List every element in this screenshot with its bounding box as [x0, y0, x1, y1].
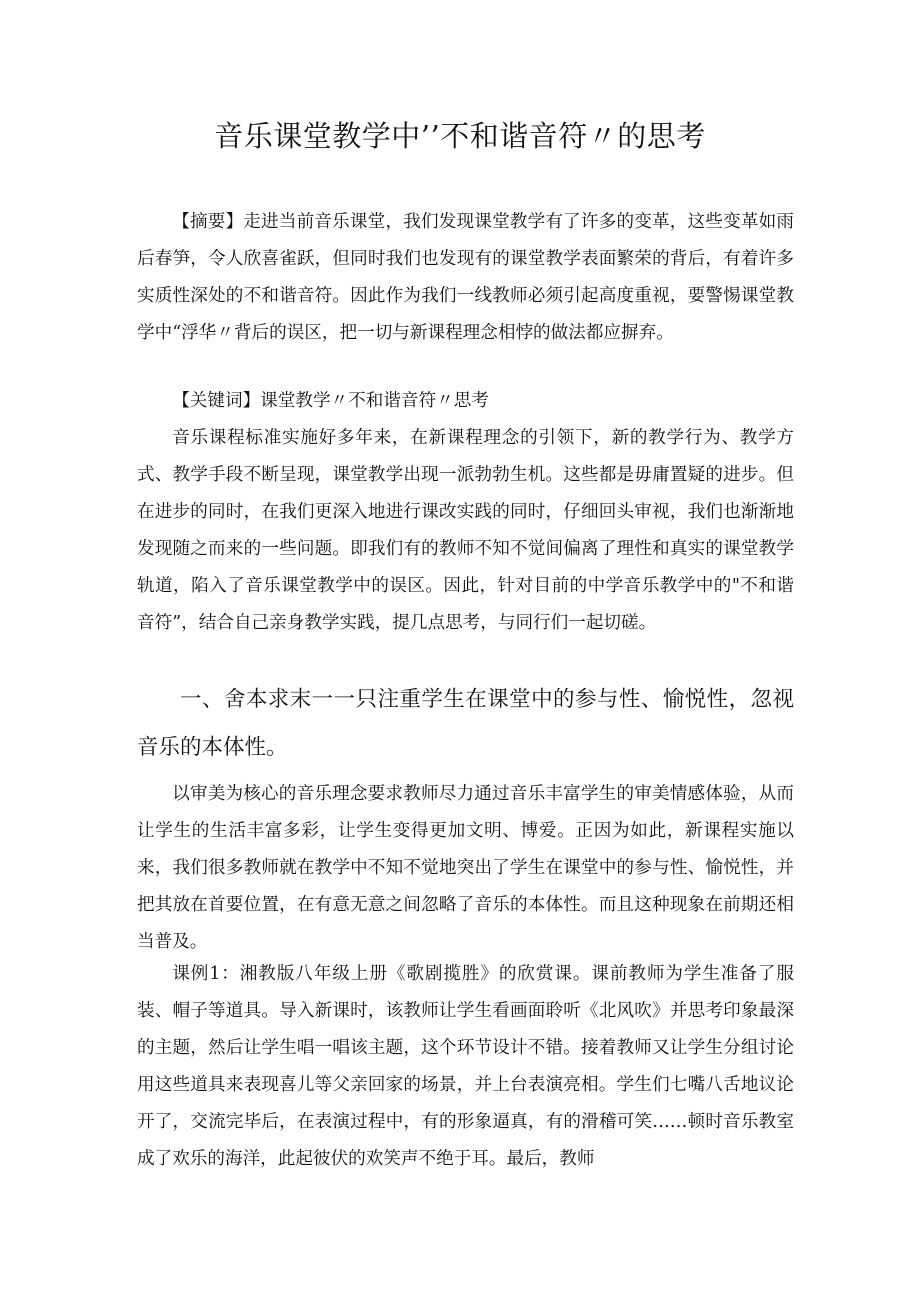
document-title: 音乐课堂教学中’’不和谐音符〃的思考: [214, 119, 706, 153]
abstract-paragraph: [137, 204, 794, 352]
keywords-text: 课堂教学〃不和谐音符〃思考: [260, 391, 489, 411]
keywords-paragraph: [137, 383, 794, 420]
abstract-label: 【摘要】: [172, 212, 244, 232]
section-paragraph: 以审美为核心的音乐理念要求教师尽力通过音乐丰富学生的审美情感体验，从而让学生的生活丰富多彩，让学生变得更加文明、博爱。正因为如此，新课程实施以来，我们很多教师就在教学中不知不觉地突出了学生在课堂中的参与性、愉悦性，并把其放在首要位置，在有意无意之间忽略了音乐的本体性。而且这种现象在前期还相当普及。: [137, 784, 794, 952]
intro-paragraph: 音乐课程标准实施好多年来，在新课程理念的引领下，新的教学行为、教学方式、教学手段不断呈现，课堂教学出现一派勃勃生机。这些都是毋庸置疑的进步。但在进步的同时，在我们更深入地进行课改实践的同时，仔细回头审视，我们也渐渐地发现随之而来的一些问题。即我们有的教师不知不觉间偏离了理性和真实的课堂教学轨道，陷入了音乐课堂教学中的误区。因此，针对目前的中学音乐教学中的"不和谐音符”，结合自己亲身教学实践，提几点思考，与同行们一起切磋。: [137, 428, 794, 633]
case-study-paragraph: 课例1：湘教版八年级上册《歌剧揽胜》的欣赏课。课前教师为学生准备了服装、帽子等道具。导入新课时，该教师让学生看画面聆听《北风吹》并思考印象最深的主题，然后让学生唱一唱该主题，这个环节设计不错。接着教师又让学生分组讨论用这些道具来表现喜儿等父亲回家的场景，并上台表演亮相。学生们七嘴八舌地议论开了，交流完毕后，在表演过程中，有的形象逼真，有的滑稽可笑……顿时音乐教室成了欢乐的海洋，此起彼伏的欢笑声不绝于耳。最后，教师: [137, 964, 794, 1169]
keywords-label: 【关键词】: [172, 391, 261, 411]
section-heading: 一、舍本求末一一只注重学生在课堂中的参与性、愉悦性，忽视音乐的本体性。: [137, 687, 794, 760]
abstract-text: 走进当前音乐课堂，我们发现课堂教学有了许多的变革，这些变革如雨后春笋，令人欣喜雀跃，但同时我们也发现有的课堂教学表面繁荣的背后，有着许多实质性深处的不和谐音符。因此作为我们一线教师必须引起高度重视，要警惕课堂教学中“浮华〃背后的误区，把一切与新课程理念相悖的做法都应摒弃。: [137, 212, 794, 343]
